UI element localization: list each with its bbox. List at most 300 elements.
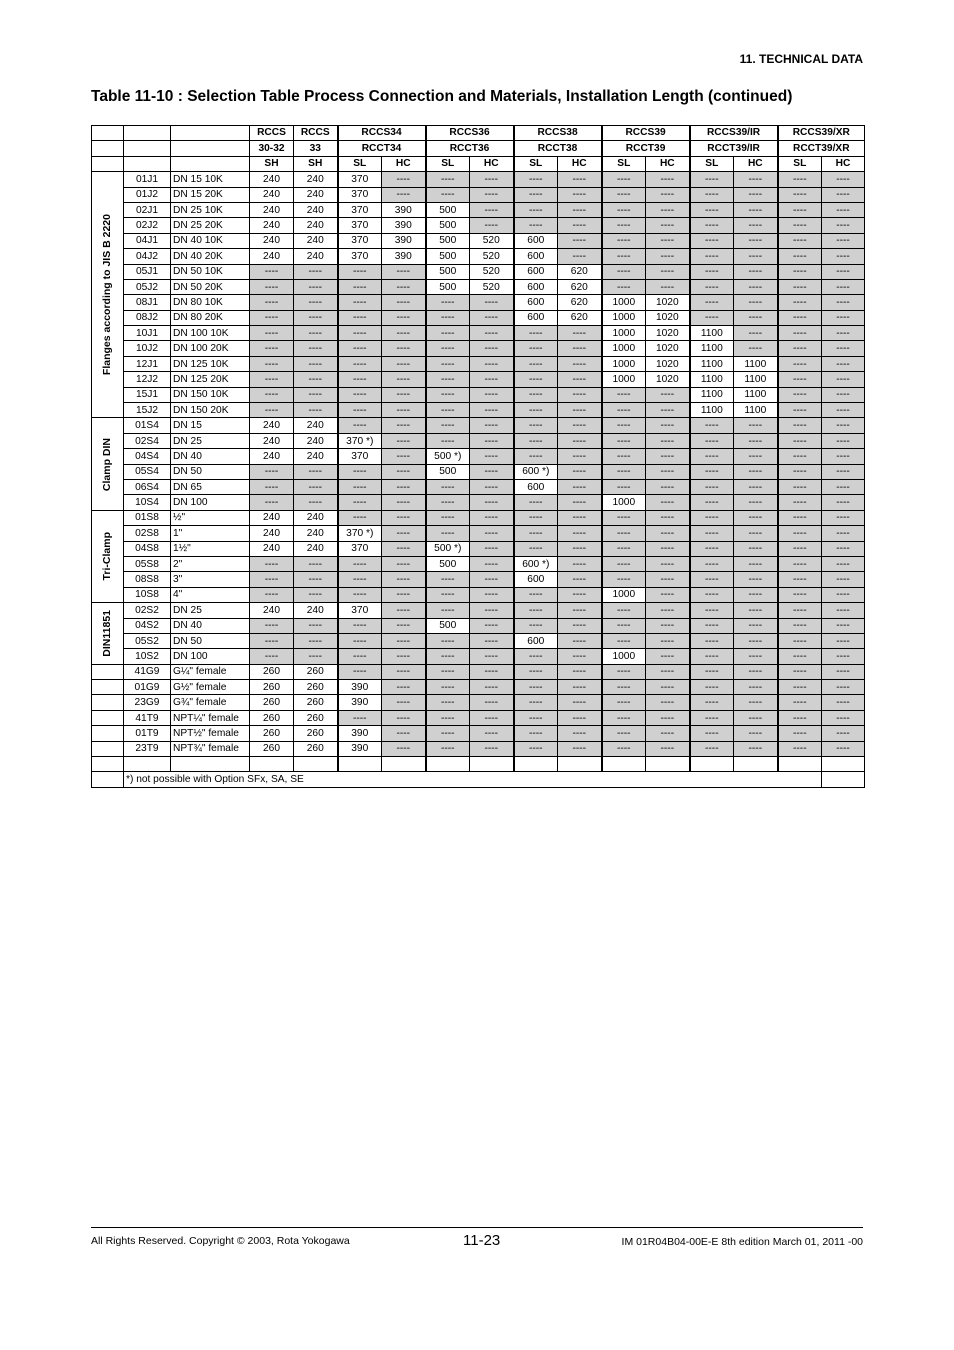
length-value: 500 *): [426, 449, 470, 464]
length-value: ----: [646, 495, 690, 510]
length-value: ----: [470, 387, 514, 402]
length-value: 1020: [646, 295, 690, 310]
length-value: ----: [470, 741, 514, 756]
length-value: ----: [426, 403, 470, 418]
length-value: ----: [690, 710, 734, 725]
length-value: ----: [382, 510, 426, 525]
table-row: [92, 202, 865, 217]
row-description: DN 40 20K: [171, 249, 250, 264]
length-value: ----: [338, 587, 382, 602]
length-value: ----: [558, 649, 602, 664]
length-value: ----: [426, 710, 470, 725]
length-value: ----: [426, 295, 470, 310]
length-value: ----: [822, 541, 865, 556]
length-value: 240: [294, 218, 338, 233]
group-label: [92, 172, 124, 418]
length-value: ----: [514, 202, 558, 217]
length-value: ----: [602, 710, 646, 725]
footer-rule: [91, 1227, 863, 1228]
table-row: [92, 249, 865, 264]
group-label-text: Flanges according to JIS B 2220: [101, 214, 113, 376]
length-value: ----: [734, 326, 778, 341]
length-value: ----: [690, 633, 734, 648]
model-header: RCCS: [250, 126, 294, 141]
length-value: ----: [294, 264, 338, 279]
length-value: ----: [690, 449, 734, 464]
length-value: 390: [382, 233, 426, 248]
length-value: ----: [690, 649, 734, 664]
length-value: ----: [822, 526, 865, 541]
length-value: ----: [426, 341, 470, 356]
length-value: ----: [778, 295, 822, 310]
length-value: ----: [822, 279, 865, 294]
length-value: ----: [294, 310, 338, 325]
length-value: ----: [426, 387, 470, 402]
length-value: ----: [294, 279, 338, 294]
length-value: ----: [646, 202, 690, 217]
note-row: [92, 772, 865, 787]
length-value: ----: [690, 587, 734, 602]
length-value: ----: [690, 526, 734, 541]
length-value: 370: [338, 603, 382, 618]
length-value: 1000: [602, 587, 646, 602]
length-value: 600: [514, 279, 558, 294]
blank-cell: [171, 141, 250, 156]
length-value: ----: [734, 418, 778, 433]
row-code: 15J1: [124, 387, 171, 402]
length-value: ----: [822, 418, 865, 433]
length-value: ----: [646, 556, 690, 571]
row-description: NPT¼" female: [171, 710, 250, 725]
table-row: [92, 264, 865, 279]
footer-copyright: All Rights Reserved. Copyright © 2003, Rota Yokogawa: [91, 1235, 350, 1247]
length-value: ----: [382, 726, 426, 741]
row-description: DN 80 10K: [171, 295, 250, 310]
row-description: DN 15 20K: [171, 187, 250, 202]
length-value: ----: [338, 495, 382, 510]
length-value: ----: [822, 695, 865, 710]
length-value: ----: [690, 741, 734, 756]
length-value: ----: [470, 603, 514, 618]
length-value: ----: [338, 326, 382, 341]
table-row: [92, 633, 865, 648]
length-value: ----: [382, 449, 426, 464]
length-value: ----: [338, 710, 382, 725]
length-value: 240: [294, 172, 338, 187]
length-value: ----: [514, 418, 558, 433]
length-value: ----: [382, 572, 426, 587]
length-value: ----: [338, 510, 382, 525]
length-value: ----: [778, 218, 822, 233]
length-value: 240: [294, 449, 338, 464]
length-value: ----: [646, 572, 690, 587]
model-header: RCCS38: [514, 126, 602, 141]
length-value: ----: [470, 449, 514, 464]
row-code: 02S8: [124, 526, 171, 541]
length-value: ----: [822, 572, 865, 587]
length-value: ----: [646, 741, 690, 756]
footnote: *) not possible with Option SFx, SA, SE: [124, 772, 822, 787]
length-value: ----: [426, 510, 470, 525]
length-value: 1100: [734, 356, 778, 371]
length-value: 500: [426, 249, 470, 264]
length-value: ----: [734, 726, 778, 741]
length-value: ----: [646, 233, 690, 248]
length-value: ----: [558, 618, 602, 633]
row-description: DN 15: [171, 418, 250, 433]
row-code: 04J1: [124, 233, 171, 248]
length-value: ----: [382, 495, 426, 510]
length-value: ----: [646, 449, 690, 464]
length-value: ----: [690, 510, 734, 525]
table-row: [92, 541, 865, 556]
length-value: ----: [602, 556, 646, 571]
blank-cell: [250, 757, 294, 772]
length-value: 240: [250, 510, 294, 525]
column-subheader: SL: [690, 156, 734, 171]
table-row: [92, 556, 865, 571]
length-value: ----: [558, 556, 602, 571]
blank-cell: [171, 757, 250, 772]
blank-cell: [734, 757, 778, 772]
length-value: ----: [602, 633, 646, 648]
row-code: 01S8: [124, 510, 171, 525]
model-header: RCCS36: [426, 126, 514, 141]
length-value: 500: [426, 202, 470, 217]
length-value: ----: [602, 187, 646, 202]
length-value: ----: [778, 418, 822, 433]
row-code: 05J2: [124, 279, 171, 294]
length-value: ----: [470, 202, 514, 217]
length-value: ----: [382, 587, 426, 602]
length-value: 260: [294, 695, 338, 710]
table-row: [92, 433, 865, 448]
length-value: ----: [734, 495, 778, 510]
group-label-wrap: [92, 603, 123, 664]
length-value: ----: [734, 633, 778, 648]
row-description: DN 125 20K: [171, 372, 250, 387]
length-value: ----: [646, 218, 690, 233]
length-value: ----: [602, 418, 646, 433]
table-row: [92, 680, 865, 695]
length-value: ----: [646, 418, 690, 433]
length-value: ----: [734, 572, 778, 587]
length-value: ----: [778, 603, 822, 618]
length-value: ----: [470, 172, 514, 187]
length-value: ----: [778, 279, 822, 294]
length-value: 1000: [602, 356, 646, 371]
length-value: ----: [734, 664, 778, 679]
row-code: 10J2: [124, 341, 171, 356]
length-value: ----: [778, 664, 822, 679]
length-value: ----: [822, 618, 865, 633]
length-value: ----: [602, 526, 646, 541]
length-value: ----: [470, 464, 514, 479]
blank-cell: [92, 680, 124, 695]
length-value: 1100: [734, 387, 778, 402]
length-value: ----: [778, 310, 822, 325]
length-value: ----: [602, 249, 646, 264]
length-value: ----: [338, 356, 382, 371]
length-value: ----: [822, 264, 865, 279]
length-value: 370: [338, 249, 382, 264]
length-value: ----: [558, 433, 602, 448]
row-code: 01S4: [124, 418, 171, 433]
row-description: G¼" female: [171, 664, 250, 679]
length-value: ----: [778, 372, 822, 387]
row-description: DN 25 20K: [171, 218, 250, 233]
length-value: 260: [250, 695, 294, 710]
blank-cell: [822, 757, 865, 772]
length-value: ----: [426, 310, 470, 325]
length-value: ----: [470, 310, 514, 325]
length-value: ----: [382, 741, 426, 756]
subheader-row: [92, 156, 865, 171]
row-description: G½" female: [171, 680, 250, 695]
length-value: 1100: [690, 387, 734, 402]
length-value: 1020: [646, 310, 690, 325]
length-value: ----: [690, 479, 734, 494]
length-value: ----: [822, 587, 865, 602]
length-value: 390: [382, 218, 426, 233]
blank-cell: [602, 757, 646, 772]
length-value: 240: [250, 526, 294, 541]
length-value: ----: [382, 295, 426, 310]
length-value: ----: [558, 680, 602, 695]
table-row: [92, 449, 865, 464]
length-value: 370: [338, 233, 382, 248]
column-subheader: SL: [338, 156, 382, 171]
blank-cell: [778, 757, 822, 772]
row-code: 08S8: [124, 572, 171, 587]
blank-cell: [92, 156, 124, 171]
length-value: ----: [338, 264, 382, 279]
length-value: ----: [382, 695, 426, 710]
length-value: 500: [426, 279, 470, 294]
length-value: 370: [338, 449, 382, 464]
length-value: 260: [294, 710, 338, 725]
length-value: ----: [338, 572, 382, 587]
length-value: ----: [822, 295, 865, 310]
length-value: ----: [338, 479, 382, 494]
blank-cell: [470, 757, 514, 772]
row-code: 12J1: [124, 356, 171, 371]
table-row: [92, 649, 865, 664]
length-value: ----: [646, 510, 690, 525]
row-code: 41T9: [124, 710, 171, 725]
length-value: 1020: [646, 341, 690, 356]
length-value: ----: [822, 310, 865, 325]
length-value: ----: [646, 649, 690, 664]
length-value: ----: [250, 310, 294, 325]
length-value: ----: [734, 310, 778, 325]
length-value: ----: [822, 680, 865, 695]
length-value: ----: [294, 356, 338, 371]
length-value: ----: [690, 295, 734, 310]
length-value: ----: [250, 279, 294, 294]
column-subheader: SL: [426, 156, 470, 171]
row-code: 10S8: [124, 587, 171, 602]
length-value: 370 *): [338, 526, 382, 541]
length-value: ----: [426, 326, 470, 341]
length-value: 240: [250, 449, 294, 464]
column-subheader: HC: [646, 156, 690, 171]
row-code: 02J2: [124, 218, 171, 233]
length-value: 620: [558, 279, 602, 294]
length-value: ----: [514, 218, 558, 233]
length-value: 600: [514, 479, 558, 494]
length-value: ----: [382, 618, 426, 633]
length-value: 240: [250, 187, 294, 202]
length-value: 370: [338, 541, 382, 556]
length-value: ----: [382, 356, 426, 371]
length-value: ----: [778, 356, 822, 371]
length-value: 1000: [602, 341, 646, 356]
group-label-wrap: [92, 418, 123, 509]
length-value: ----: [470, 695, 514, 710]
length-value: 1100: [690, 372, 734, 387]
length-value: 520: [470, 249, 514, 264]
length-value: ----: [250, 587, 294, 602]
table-row: [92, 572, 865, 587]
length-value: 1100: [690, 326, 734, 341]
length-value: 1000: [602, 310, 646, 325]
length-value: ----: [294, 618, 338, 633]
length-value: ----: [470, 680, 514, 695]
length-value: 240: [250, 541, 294, 556]
length-value: ----: [778, 741, 822, 756]
row-code: 01T9: [124, 726, 171, 741]
length-value: ----: [778, 587, 822, 602]
length-value: ----: [558, 541, 602, 556]
length-value: ----: [382, 341, 426, 356]
length-value: ----: [338, 618, 382, 633]
length-value: ----: [690, 249, 734, 264]
length-value: ----: [426, 433, 470, 448]
length-value: ----: [558, 464, 602, 479]
length-value: ----: [602, 464, 646, 479]
model-header: 33: [294, 141, 338, 156]
length-value: ----: [250, 649, 294, 664]
length-value: ----: [690, 464, 734, 479]
length-value: 1000: [602, 295, 646, 310]
length-value: ----: [602, 403, 646, 418]
length-value: ----: [734, 741, 778, 756]
length-value: ----: [382, 680, 426, 695]
length-value: ----: [690, 495, 734, 510]
row-description: DN 50 10K: [171, 264, 250, 279]
length-value: 1100: [690, 341, 734, 356]
length-value: ----: [382, 387, 426, 402]
length-value: ----: [514, 587, 558, 602]
table-row: [92, 603, 865, 618]
length-value: ----: [250, 295, 294, 310]
length-value: ----: [690, 172, 734, 187]
row-code: 04S4: [124, 449, 171, 464]
length-value: 390: [338, 726, 382, 741]
length-value: ----: [426, 587, 470, 602]
length-value: ----: [382, 372, 426, 387]
length-value: 240: [294, 433, 338, 448]
group-label: [92, 510, 124, 602]
length-value: ----: [822, 510, 865, 525]
row-code: 41G9: [124, 664, 171, 679]
length-value: ----: [778, 572, 822, 587]
length-value: 1000: [602, 372, 646, 387]
footer-page-number: 11-23: [463, 1232, 501, 1249]
length-value: ----: [690, 680, 734, 695]
empty-row: [92, 757, 865, 772]
length-value: ----: [602, 726, 646, 741]
length-value: ----: [778, 202, 822, 217]
length-value: ----: [778, 187, 822, 202]
length-value: ----: [558, 587, 602, 602]
length-value: ----: [470, 710, 514, 725]
blank-cell: [171, 126, 250, 141]
length-value: ----: [646, 187, 690, 202]
length-value: 620: [558, 310, 602, 325]
length-value: ----: [778, 449, 822, 464]
length-value: ----: [734, 680, 778, 695]
blank-cell: [294, 757, 338, 772]
length-value: ----: [426, 418, 470, 433]
length-value: ----: [558, 479, 602, 494]
length-value: ----: [470, 295, 514, 310]
length-value: ----: [470, 510, 514, 525]
length-value: ----: [294, 341, 338, 356]
table-row: [92, 403, 865, 418]
length-value: ----: [822, 710, 865, 725]
length-value: ----: [734, 526, 778, 541]
row-description: DN 100 10K: [171, 326, 250, 341]
length-value: 600 *): [514, 556, 558, 571]
length-value: ----: [514, 541, 558, 556]
length-value: ----: [734, 187, 778, 202]
length-value: 600: [514, 233, 558, 248]
row-code: 10J1: [124, 326, 171, 341]
length-value: 1000: [602, 495, 646, 510]
row-description: DN 15 10K: [171, 172, 250, 187]
length-value: ----: [470, 633, 514, 648]
length-value: ----: [690, 726, 734, 741]
length-value: ----: [602, 433, 646, 448]
model-header: RCCS39/IR: [690, 126, 778, 141]
blank-cell: [690, 757, 734, 772]
row-description: DN 50: [171, 464, 250, 479]
length-value: ----: [338, 649, 382, 664]
length-value: ----: [558, 741, 602, 756]
column-subheader: SL: [514, 156, 558, 171]
length-value: ----: [294, 556, 338, 571]
row-description: DN 80 20K: [171, 310, 250, 325]
row-description: DN 40: [171, 449, 250, 464]
header-row: [92, 126, 865, 141]
row-description: 2": [171, 556, 250, 571]
length-value: 600: [514, 572, 558, 587]
length-value: ----: [514, 449, 558, 464]
length-value: 370: [338, 218, 382, 233]
table-row: [92, 587, 865, 602]
length-value: ----: [734, 556, 778, 571]
length-value: 520: [470, 279, 514, 294]
length-value: ----: [690, 418, 734, 433]
length-value: ----: [250, 618, 294, 633]
length-value: ----: [822, 495, 865, 510]
length-value: 240: [250, 249, 294, 264]
length-value: ----: [778, 233, 822, 248]
row-code: 23T9: [124, 741, 171, 756]
length-value: ----: [558, 418, 602, 433]
